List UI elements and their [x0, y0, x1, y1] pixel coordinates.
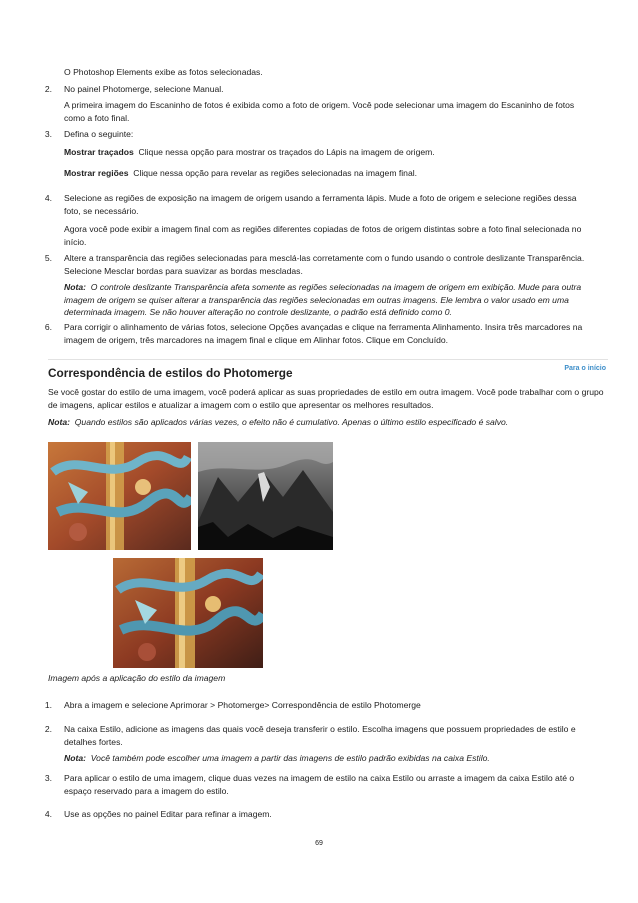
section-intro: Se você gostar do estilo de uma imagem, você poderá aplicar as suas propriedades de estilo em outra imagem. Você pode trabalhar com o grupo de imagens, aplicar estilos e atualizar a imagem com o estilo que apresentar os melhores resultados. — [48, 387, 604, 410]
section-title: Correspondência de estilos do Photomerge — [48, 366, 293, 380]
dragon-original-image — [48, 442, 191, 550]
step-text: Abra a imagem e selecione Aprimorar > Photomerge> Correspondência de estilo Photomerge — [64, 700, 421, 710]
intro-text: O Photoshop Elements exibe as fotos selecionadas. — [64, 67, 263, 77]
step-text: Para aplicar o estilo de uma imagem, clique duas vezes na imagem de estilo na caixa Estilo ou arraste a imagem da caixa Estilo até o espaço reservado para a imagem do estilo. — [64, 773, 575, 796]
note-text: O controle deslizante Transparência afeta somente as regiões selecionadas na imagem de origem em exibição. Mude para outra imagem de origem se quiser alterar a transparência das regiões selecionadas em outras imagens. Ele lembra o valor usado em uma determinada imagem. Se não houver alteração no controle deslizante, o padrão está definido como 0. — [64, 282, 582, 317]
note-label: Nota: — [64, 753, 86, 763]
option-label: Mostrar regiões — [64, 168, 129, 178]
step-number: 6. — [44, 322, 52, 332]
note-label: Nota: — [48, 417, 70, 427]
page-number: 69 — [315, 840, 323, 847]
step-text: Defina o seguinte: — [64, 129, 134, 139]
step-number: 5. — [44, 253, 52, 263]
step-text: Selecione as regiões de exposição na imagem de origem usando a ferramenta lápis. Mude a foto de origem e selecione regiões dessa foto, se necessário. — [64, 193, 577, 216]
option-desc: Clique nessa opção para revelar as regiões selecionadas na imagem final. — [133, 168, 418, 178]
step-number: 2. — [44, 84, 52, 94]
step-text: Na caixa Estilo, adicione as imagens das quais você deseja transferir o estilo. Escolha imagens que possuem propriedades de estilo e detalhes fortes. — [64, 724, 576, 747]
step-number: 3. — [44, 773, 52, 783]
step-text: Altere a transparência das regiões selecionadas para mesclá-las corretamente com o fundo usando o controle deslizante Transparência. Selecione Mesclar bordas para suavizar as bordas mescladas. — [64, 253, 585, 276]
step-subtext: A primeira imagem do Escaninho de fotos é exibida como a foto de origem. Você pode selecionar uma imagem do Escaninho de fotos como a foto final. — [64, 100, 575, 123]
step-text: Para corrigir o alinhamento de várias fotos, selecione Opções avançadas e clique na ferramenta Alinhamento. Insira três marcadores na imagem de origem, três marcadores na imagem final e clique em Alinhar fotos. Clique em Concluído. — [64, 322, 583, 345]
step-number: 4. — [44, 809, 52, 819]
step-text: Use as opções no painel Editar para refinar a imagem. — [64, 809, 272, 819]
note — [64, 281, 594, 319]
option-desc: Clique nessa opção para mostrar os traçados do Lápis na imagem de origem. — [138, 147, 435, 157]
step-number: 1. — [44, 700, 52, 710]
step-subtext: Agora você pode exibir a imagem final com as regiões diferentes copiadas de fotos de origem distintas sobre a foto final selecionada no início. — [64, 224, 582, 247]
section-divider — [48, 359, 608, 360]
dragon-styled-image — [113, 558, 263, 668]
image-caption: Imagem após a aplicação do estilo da imagem — [48, 673, 226, 683]
option-show-strokes — [64, 146, 435, 159]
section-note — [48, 416, 610, 429]
option-label: Mostrar traçados — [64, 147, 134, 157]
step-number: 3. — [44, 129, 52, 139]
step-number: 2. — [44, 724, 52, 734]
note-text: Quando estilos são aplicados várias vezes, o efeito não é cumulativo. Apenas o último estilo especificado é salvo. — [74, 417, 509, 427]
back-to-top-link[interactable]: Para o início — [564, 365, 606, 372]
note-label: Nota: — [64, 282, 86, 292]
note-text: Você também pode escolher uma imagem a partir das imagens de estilo padrão exibidas na caixa Estilo. — [90, 753, 490, 763]
step-number: 4. — [44, 193, 52, 203]
style-image-bw-landscape — [198, 442, 333, 550]
option-show-regions — [64, 167, 417, 180]
step-text: No painel Photomerge, selecione Manual. — [64, 84, 224, 94]
note — [64, 752, 594, 765]
